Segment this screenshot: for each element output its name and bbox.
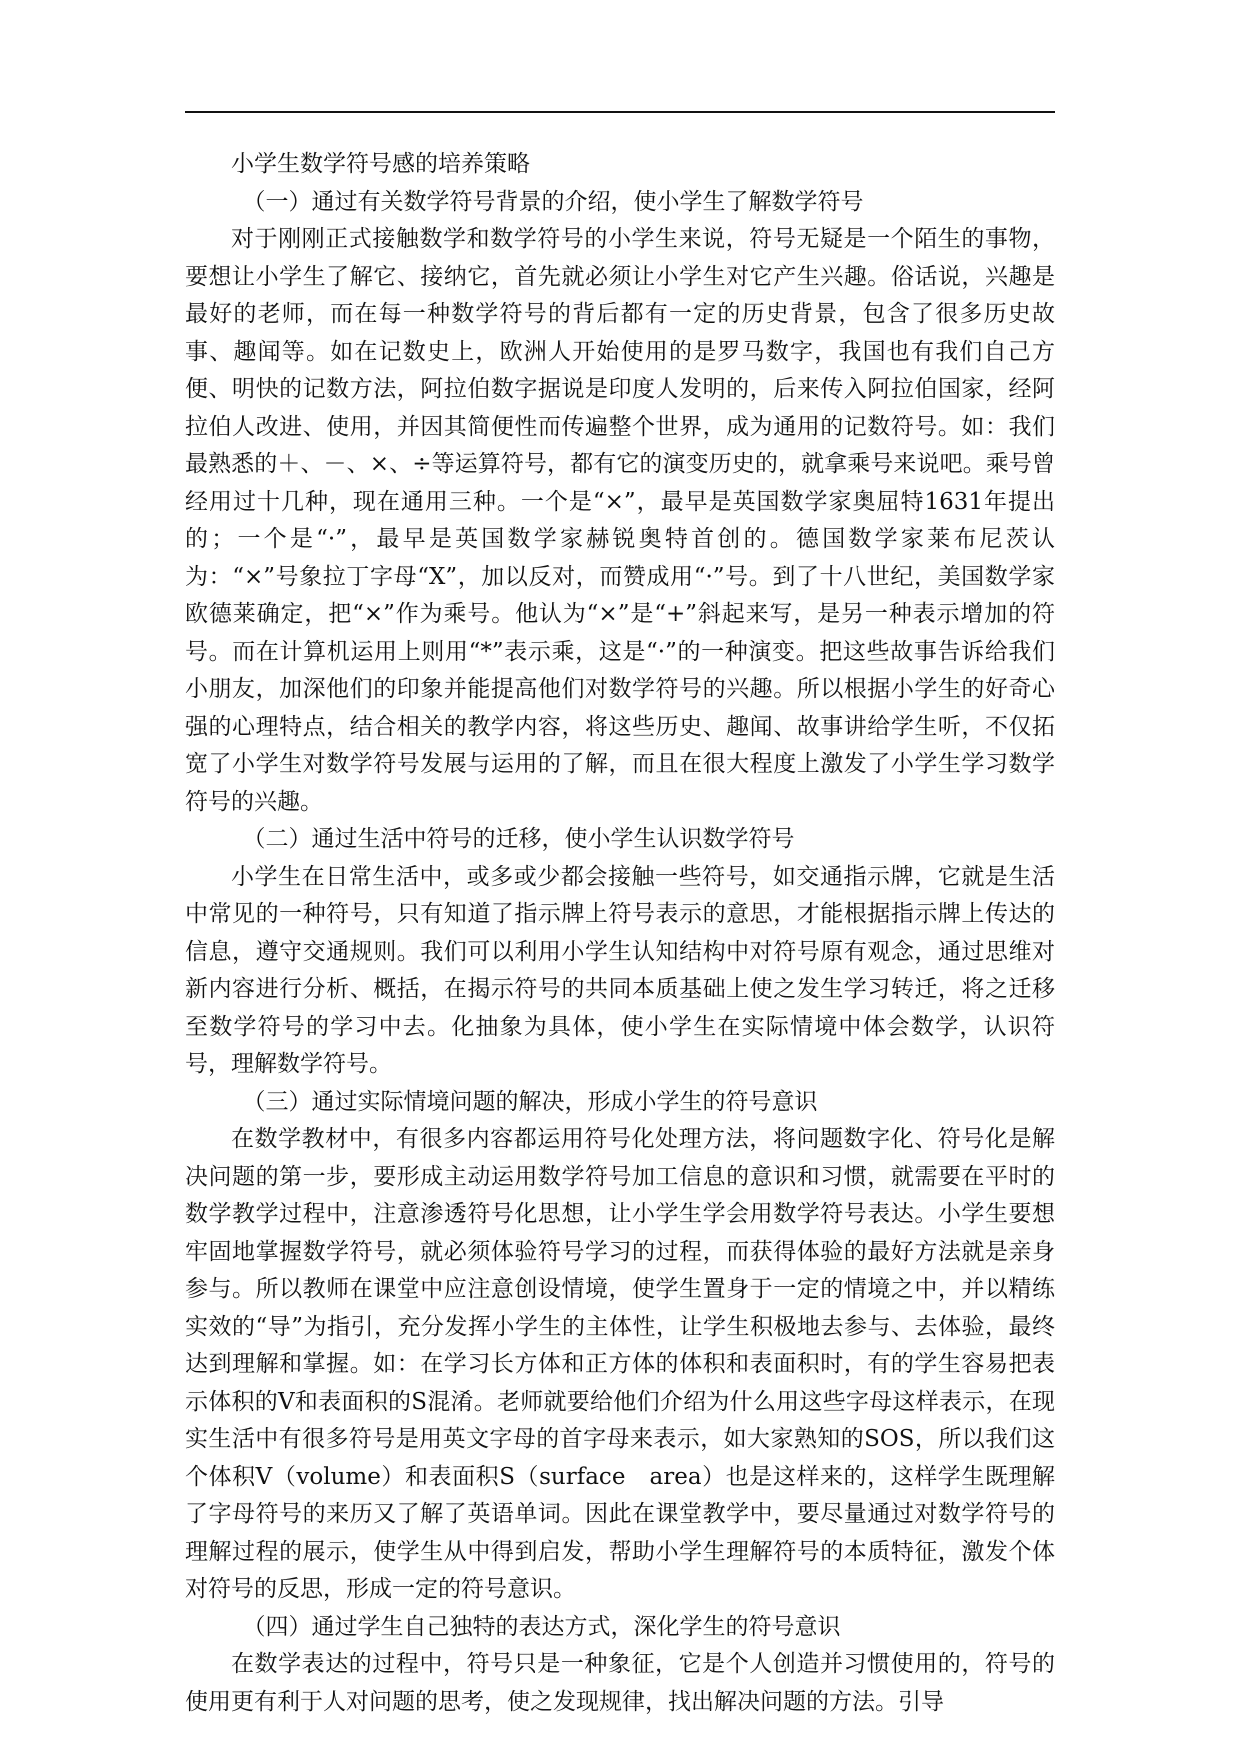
- section-heading-3: （三）通过实际情境问题的解决，形成小学生的符号意识: [242, 1088, 818, 1115]
- section-paragraph-2: 小学生在日常生活中，或多或少都会接触一些符号，如交通指示牌，它就是生活中常见的一种符号，只有知道了指示牌上符号表示的意思，才能根据指示牌上传达的信息，遵守交通规则。我们可以利用小学生认知结构中对符号原有观念，通过思维对新内容进行分析、概括，在揭示符号的共同本质基础上使之发生学习转迁，将之迁移至数学符号的学习中去。化抽象为具体，使小学生在实际情境中体会数学，认识符号，理解数学符号。: [185, 863, 1055, 1077]
- section-heading-2: （二）通过生活中符号的迁移，使小学生认识数学符号: [242, 826, 795, 852]
- section-paragraph-4: 在数学表达的过程中，符号只是一种象征，它是个人创造并习惯使用的，符号的使用更有利于人对问题的思考，使之发现规律，找出解决问题的方法。引导: [185, 1651, 1055, 1715]
- document-title: 小学生数学符号感的培养策略: [231, 151, 530, 177]
- document-body: [185, 146, 1055, 1721]
- section-heading-4: （四）通过学生自己独特的表达方式，深化学生的符号意识: [242, 1613, 841, 1640]
- section-paragraph-1: 对于刚刚正式接触数学和数学符号的小学生来说，符号无疑是一个陌生的事物，要想让小学生了解它、接纳它，首先就必须让小学生对它产生兴趣。俗话说，兴趣是最好的老师，而在每一种数学符号的背后都有一定的历史背景，包含了很多历史故事、趣闻等。如在记数史上，欧洲人开始使用的是罗马数字，我国也有我们自己方便、明快的记数方法，阿拉伯数字据说是印度人发明的，后来传入阿拉伯国家，经阿拉伯人改进、使用，并因其简便性而传遍整个世界，成为通用的记数符号。如：我们最熟悉的＋、－、×、÷等运算符号，都有它的演变历史的，就拿乘号来说吧。乘号曾经用过十几种，现在通用三种。一个是“×”，最早是英国数学家奥屈特1631年提出的；一个是“·”，最早是英国数学家赫锐奥特首创的。德国数学家莱布尼茨认为：“×”号象拉丁字母“X”，加以反对，而赞成用“·”号。到了十八世纪，美国数学家欧德莱确定，把“×”作为乘号。他认为“×”是“+”斜起来写，是另一种表示增加的符号。而在计算机运用上则用“*”表示乘，这是“·”的一种演变。把这些故事告诉给我们小朋友，加深他们的印象并能提高他们对数学符号的兴趣。所以根据小学生的好奇心强的心理特点，结合相关的教学内容，将这些历史、趣闻、故事讲给学生听，不仅拓宽了小学生对数学符号发展与运用的了解，而且在很大程度上激发了小学生学习数学符号的兴趣。: [185, 226, 1055, 815]
- section-paragraph-3: 在数学教材中，有很多内容都运用符号化处理方法，将问题数字化、符号化是解决问题的第一步，要形成主动运用数学符号加工信息的意识和习惯，就需要在平时的数学教学过程中，注意渗透符号化思想，让小学生学会用数学符号表达。小学生要想牢固地掌握数学符号，就必须体验符号学习的过程，而获得体验的最好方法就是亲身参与。所以教师在课堂中应注意创设情境，使学生置身于一定的情境之中，并以精练实效的“导”为指引，充分发挥小学生的主体性，让学生积极地去参与、去体验，最终达到理解和掌握。如：在学习长方体和正方体的体积和表面积时，有的学生容易把表示体积的V和表面积的S混淆。老师就要给他们介绍为什么用这些字母这样表示，在现实生活中有很多符号是用英文字母的首字母来表示，如大家熟知的SOS，所以我们这个体积V（volume）和表面积S（surface area）也是这样来的，这样学生既理解了字母符号的来历又了解了英语单词。因此在课堂教学中，要尽量通过对数学符号的理解过程的展示，使学生从中得到启发，帮助小学生理解符号的本质特征，激发个体对符号的反思，形成一定的符号意识。: [185, 1126, 1055, 1602]
- header-rule: [185, 111, 1055, 113]
- section-heading-1: （一）通过有关数学符号背景的介绍，使小学生了解数学符号: [242, 188, 864, 215]
